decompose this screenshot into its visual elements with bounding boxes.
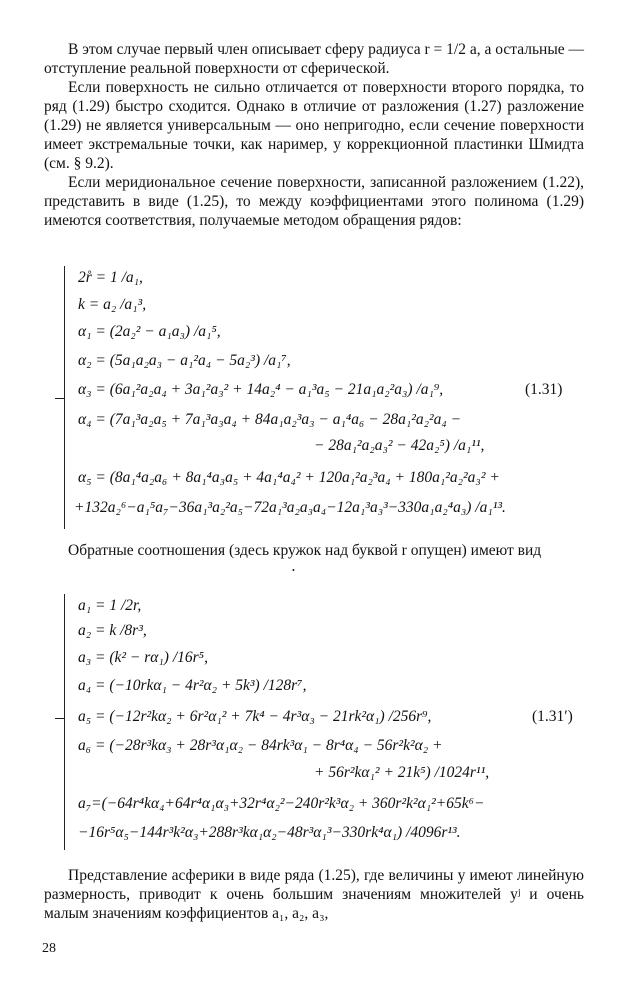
paragraph-series-convergence: Если поверхность не сильно отличается от поверхности второго порядка, то ряд (1.29) быстро сходится. Однако в отличие от разложения (1.27) разложение (1.29) не является универсальным — оно непригодно, если сечение поверхности имеет экстремальные точки, как наример, у коррекционной пластинки Шмидта (см. § 9.2). [44,79,584,172]
left-brace [64,594,65,850]
equation-line: a₁ = 1 /2r, [78,597,142,614]
equation-line: α₂ = (5a₁a₂a₃ − a₁²a₄ − 5a₂³) /a₁⁷, [78,352,291,369]
left-brace-tick [55,398,64,399]
paragraph-aspheric-series: Представление асферики в виде ряда (1.25), где величины y имеют линейную размерность, приводит к очень большим значениям множителей yʲ и очень малым значениям коэффициентов a₁, a₂, a₃, [44,867,584,922]
equation-line: α₃ = (6a₁²a₂a₄ + 3a₁²a₃² + 14a₂⁴ − a₁³a₅ − 21a₁a₂²a₃) /a₁⁹, [78,381,444,398]
equation-line-continuation: −16r⁵α₅−144r³k²α₃+288r³kα₁α₂−48r³α₁³−330rk⁴α₁) /4096r¹³. [78,824,461,841]
paragraph-inverse-relations: Обратные соотношения (здесь кружок над буквой r опущен) имеют вид [68,542,542,559]
equation-line: a₃ = (k² − rα₁) /16r⁵, [78,649,208,666]
equation-line: 2r̊ = 1 /a₁, [78,269,143,286]
equation-line: k = a₂ /a₁³, [78,296,147,313]
equation-line: a₆ = (−28r³kα₃ + 28r³α₁α₂ − 84rk³α₁ − 8r⁴α₄ − 56r²k²α₂ + [78,737,443,754]
page-number: 28 [42,941,56,956]
equation-line: a₅ = (−12r²kα₂ + 6r²α₁² + 7k⁴ − 4r³α₃ − 21rk²α₁) /256r⁹, [78,708,432,725]
equation-line-continuation: +132a₂⁶−a₁⁵a₇−36a₁³a₂²a₅−72a₁³a₂a₃a₄−12a₁³a₃³−330a₁a₂⁴a₃) /a₁¹³. [74,499,506,516]
equation-line: a₄ = (−10rkα₁ − 4r²α₂ + 5k³) /128r⁷, [78,677,307,694]
left-brace [64,266,65,529]
equation-line: α₄ = (7a₁³a₂a₅ + 7a₁³a₃a₄ + 84a₁a₂³a₃ − a₁⁴a₆ − 28a₁²a₂²a₄ − [78,411,462,428]
left-brace-tick [55,718,64,719]
equation-line: α₁ = (2a₂² − a₁a₃) /a₁⁵, [78,323,221,340]
equation-number: (1.31′) [532,708,573,725]
paragraph-meridional-section: Если меридиональное сечение поверхности, записанной разложением (1.22), представить в виде (1.25), то между коэффициентами этого полинома (1.29) имеются соответствия, получаемые методом обращения рядов: [44,174,584,229]
equation-line-continuation: + 56r²kα₁² + 21k⁵) /1024r¹¹, [314,764,490,781]
equation-line-continuation: − 28a₁²a₂a₃² − 42a₂⁵) /a₁¹¹, [314,437,485,454]
stray-dot: • [292,566,295,575]
equation-line: α₅ = (8a₁⁴a₂a₆ + 8a₁⁴a₃a₅ + 4a₁⁴a₄² + 120a₁²a₂³a₄ + 180a₁²a₂²a₃² + [78,469,500,486]
equation-number: (1.31) [525,381,563,398]
equation-line: a₇=(−64r⁴kα₄+64r⁴α₁α₃+32r⁴α₂²−240r²k³α₂ + 360r²k²α₁²+65k⁶− [78,795,485,812]
equation-line: a₂ = k /8r³, [78,622,147,639]
paragraph-sphere-radius: В этом случае первый член описывает сферу радиуса r = 1/2 a, а остальные — отступление реальной поверхности от сферической. [44,41,584,77]
